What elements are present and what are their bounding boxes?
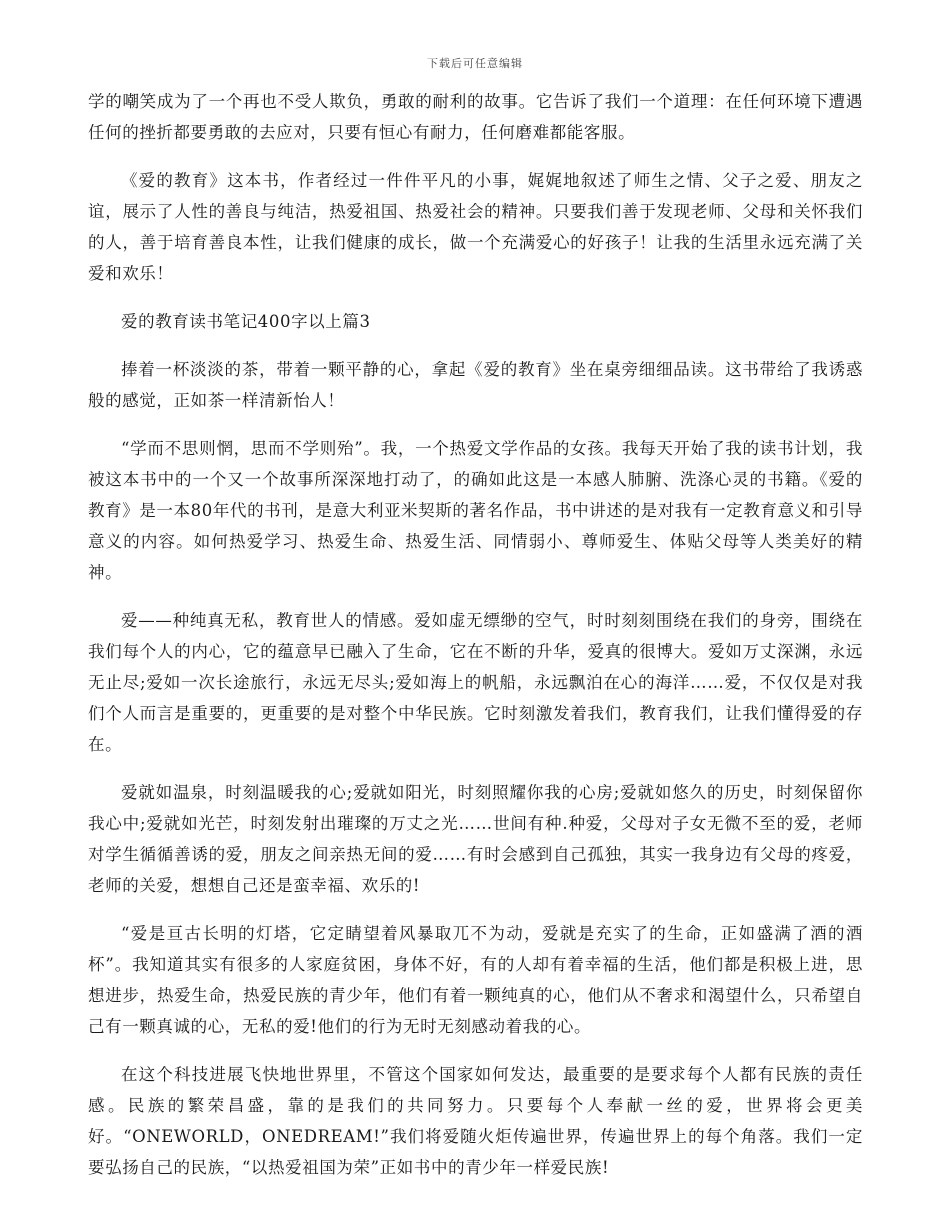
paragraph: “学而不思则惘，思而不学则殆”。我，一个热爱文学作品的女孩。我每天开始了我的读书计划，我被这本书中的一个又一个故事所深深地打动了，的确如此这是一本感人肺腑、洗涤心灵的书籍。《爱的教育》是一本80年代的书刊，是意大利亚米契斯的著名作品，书中讲述的是对我有一定教育意义和引导意义的内容。如何热爱学习、热爱生命、热爱生活、同情弱小、尊师爱生、体贴父母等人类美好的精神。 — [88, 439, 863, 582]
paragraph-continuation: 学的嘲笑成为了一个再也不受人欺负，勇敢的耐利的故事。它告诉了我们一个道理：在任何环境下遭遇任何的挫折都要勇敢的去应对，只要有恒心有耐力，任何磨难都能客服。 — [88, 92, 863, 142]
paragraph: “爱是亘古长明的灯塔，它定睛望着风暴取兀不为动，爱就是充实了的生命，正如盛满了酒的酒杯”。我知道其实有很多的人家庭贫困，身体不好，有的人却有着幸福的生活，他们都是积极上进，思想进步，热爱生命，热爱民族的青少年，他们有着一颗纯真的心，他们从不奢求和渴望什么，只希望自己有一颗真诚的心，无私的爱!他们的行为无时无刻感动着我的心。 — [88, 924, 863, 1036]
paragraph: 在这个科技进展飞快地世界里，不管这个国家如何发达，最重要的是要求每个人都有民族的责任感。民族的繁荣昌盛，靠的是我们的共同努力。只要每个人奉献一丝的爱，世界将会更美好。“ONEWORLD，ONEDREAM!”我们将爱随火炬传遍世界，传遍世界上的每个角落。我们一定要弘扬自己的民族，“以热爱祖国为荣”正如书中的青少年一样爱民族! — [88, 1065, 863, 1177]
paragraph: 爱就如温泉，时刻温暖我的心;爱就如阳光，时刻照耀你我的心房;爱就如悠久的历史，时刻保留你我心中;爱就如光芒，时刻发射出璀璨的万丈之光……世间有种.种爱，父母对子女无微不至的爱，老师对学生循循善诱的爱，朋友之间亲热无间的爱……有时会感到自己孤独，其实一我身边有父母的疼爱，老师的关爱，想想自己还是蛮幸福、欢乐的! — [88, 783, 863, 895]
paragraph: 《爱的教育》这本书，作者经过一件件平凡的小事，娓娓地叙述了师生之情、父子之爱、朋友之谊，展示了人性的善良与纯洁，热爱祖国、热爱社会的精神。只要我们善于发现老师、父母和关怀我们的人，善于培育善良本性，让我们健康的成长，做一个充满爱心的好孩子！让我的生活里永远充满了关爱和欢乐！ — [88, 171, 863, 283]
paragraph: 捧着一杯淡淡的茶，带着一颗平静的心，拿起《爱的教育》坐在桌旁细细品读。这书带给了我诱惑般的感觉，正如茶一样清新怡人！ — [88, 360, 863, 410]
document-body — [88, 86, 863, 1200]
page-header: 下载后可任意编辑 — [427, 57, 523, 70]
paragraph: 爱——种纯真无私，教育世人的情感。爱如虚无缥缈的空气，时时刻刻围绕在我们的身旁，围绕在我们每个人的内心，它的蕴意早已融入了生命，它在不断的升华，爱真的很博大。爱如万丈深渊，永远无止尽;爱如一次长途旅行，永远无尽头;爱如海上的帆船，永远飘泊在心的海洋……爱，不仅仅是对我们个人而言是重要的，更重要的是对整个中华民族。它时刻激发着我们，教育我们，让我们懂得爱的存在。 — [88, 611, 863, 754]
section-heading: 爱的教育读书笔记400字以上篇3 — [121, 312, 371, 331]
